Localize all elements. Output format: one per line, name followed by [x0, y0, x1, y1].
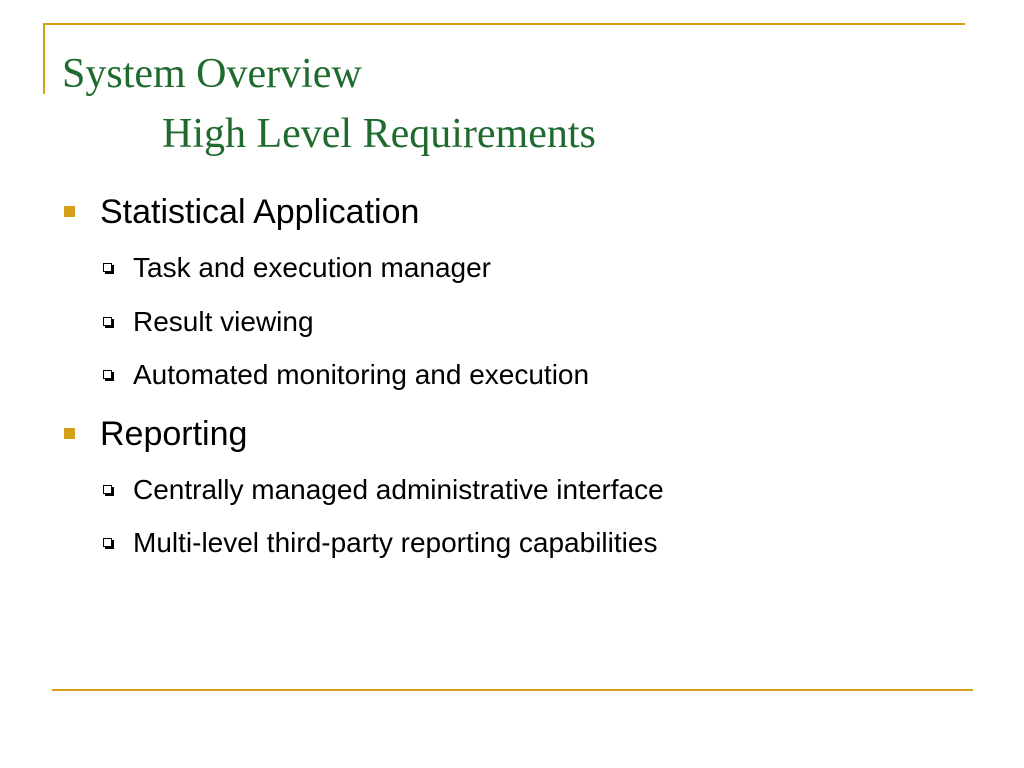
bottom-border-rule [52, 689, 973, 691]
shadowed-box-bullet-icon [103, 485, 112, 494]
filled-square-bullet-icon [64, 206, 75, 217]
title-line-1: System Overview [62, 51, 362, 97]
shadowed-box-bullet-icon [103, 370, 112, 379]
sub-bullet-text: Task and execution manager [133, 252, 491, 283]
shadowed-box-bullet-icon [103, 263, 112, 272]
shadowed-box-bullet-icon [103, 538, 112, 547]
filled-square-bullet-icon [64, 428, 75, 439]
sub-bullet-text: Centrally managed administrative interface [133, 474, 664, 505]
bullet-reporting [64, 414, 247, 454]
sub-bullet-automated-monitoring [103, 358, 589, 392]
shadowed-box-bullet-icon [103, 317, 112, 326]
bullet-statistical-application [64, 192, 419, 232]
sub-bullet-text: Automated monitoring and execution [133, 359, 590, 390]
sub-bullet-text: Multi-level third-party reporting capabilities [133, 527, 658, 558]
sub-bullet-text: Result viewing [133, 306, 314, 337]
sub-bullet-result-viewing [103, 305, 314, 339]
title-line-2: High Level Requirements [162, 111, 596, 157]
sub-bullet-reporting-capabilities [103, 526, 657, 560]
sub-bullet-task-manager [103, 251, 491, 285]
bullet-text: Reporting [100, 415, 248, 453]
bullet-text: Statistical Application [100, 193, 420, 231]
sub-bullet-admin-interface [103, 473, 664, 507]
